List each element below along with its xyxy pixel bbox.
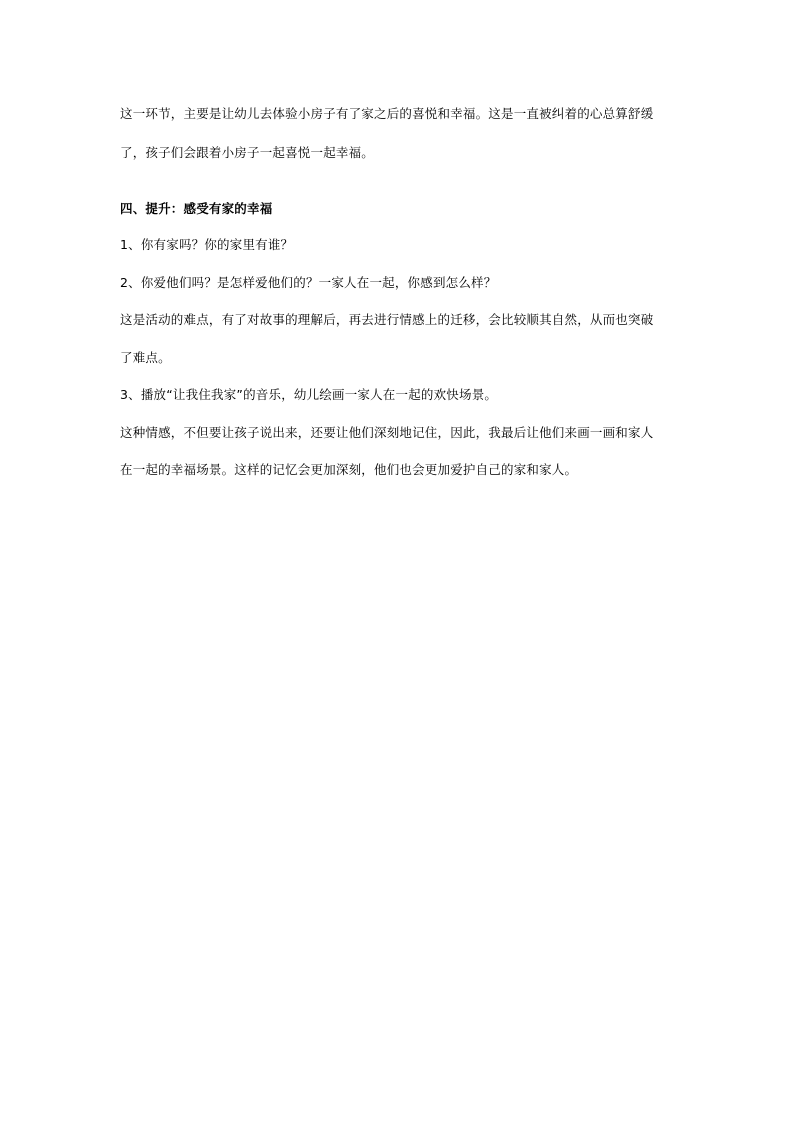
paragraph-line: 在一起的幸福场景。这样的记忆会更加深刻，他们也会更加爱护自己的家和家人。 [120,462,578,477]
paragraph-line: 了，孩子们会跟着小房子一起喜悦一起幸福。 [120,145,375,160]
paragraph-line: 这种情感，不但要让孩子说出来，还要让他们深刻地记住，因此，我最后让他们来画一画和家人 [120,425,654,440]
list-item: 1、你有家吗？你的家里有谁？ [120,237,294,252]
paragraph-line: 了难点。 [120,350,171,365]
paragraph-line: 这一环节，主要是让幼儿去体验小房子有了家之后的喜悦和幸福。这是一直被纠着的心总算舒缓 [120,106,654,121]
section-heading: 四、提升：感受有家的幸福 [120,201,273,216]
list-item: 3、播放“让我住我家”的音乐，幼儿绘画一家人在一起的欢快场景。 [120,387,498,402]
list-item: 2、你爱他们吗？是怎样爱他们的？一家人在一起，你感到怎么样？ [120,275,497,290]
paragraph-line: 这是活动的难点，有了对故事的理解后，再去进行情感上的迁移，会比较顺其自然，从而也突破 [120,312,654,327]
